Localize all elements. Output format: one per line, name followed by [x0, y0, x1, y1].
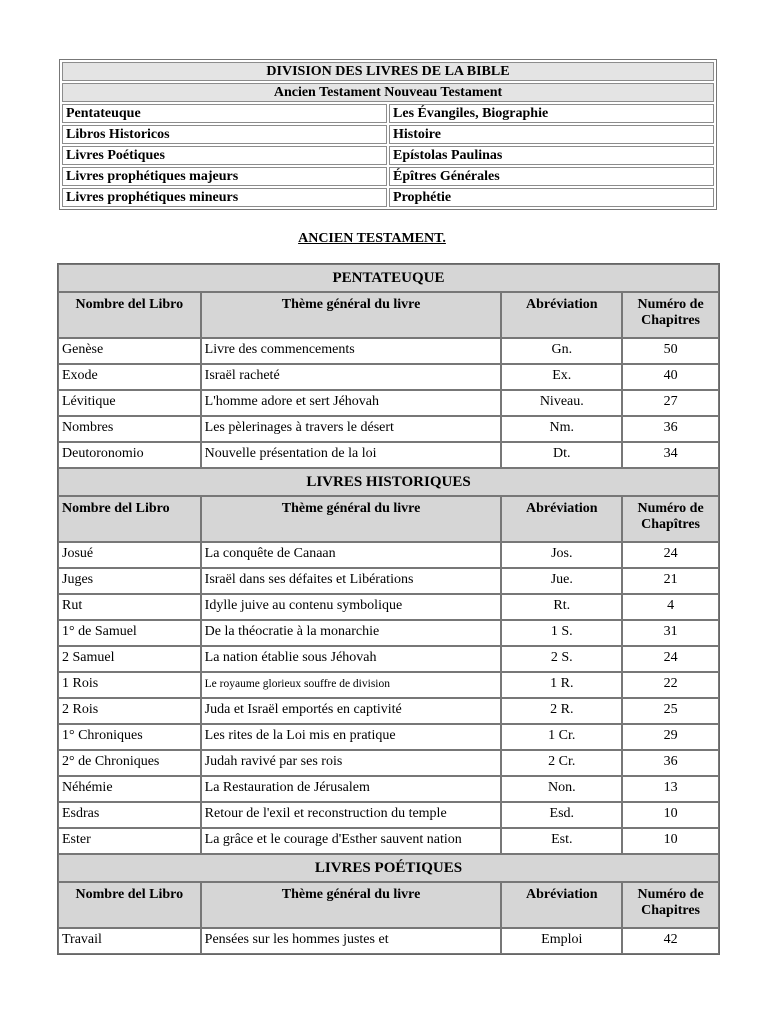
book-theme: Pensées sur les hommes justes et — [201, 928, 502, 954]
division-table — [59, 59, 717, 210]
book-theme: Israël dans ses défaites et Libérations — [201, 568, 502, 594]
table-row — [58, 802, 719, 828]
book-chapters: 10 — [622, 828, 719, 854]
section-title-row — [58, 854, 719, 882]
book-theme: La nation établie sous Jéhovah — [201, 646, 502, 672]
header-chapters: Numéro de Chapîtres — [622, 496, 719, 542]
header-row — [58, 292, 719, 338]
header-abbreviation: Abréviation — [501, 882, 622, 928]
book-name: Néhémie — [58, 776, 201, 802]
table-row — [58, 828, 719, 854]
table-row — [58, 416, 719, 442]
book-theme: Nouvelle présentation de la loi — [201, 442, 502, 468]
section-title-row — [58, 264, 719, 292]
book-abbreviation: 1 Cr. — [501, 724, 622, 750]
book-abbreviation: Gn. — [501, 338, 622, 364]
book-name: Josué — [58, 542, 201, 568]
book-abbreviation: Non. — [501, 776, 622, 802]
book-abbreviation: Est. — [501, 828, 622, 854]
table-row — [58, 442, 719, 468]
book-theme: La Restauration de Jérusalem — [201, 776, 502, 802]
header-theme: Thème général du livre — [201, 882, 502, 928]
book-name: 1° de Samuel — [58, 620, 201, 646]
book-chapters: 10 — [622, 802, 719, 828]
book-abbreviation: Ex. — [501, 364, 622, 390]
book-theme: La grâce et le courage d'Esther sauvent nation — [201, 828, 502, 854]
table-row — [58, 928, 719, 954]
division-row — [62, 104, 714, 123]
division-new-cell: Histoire — [389, 125, 714, 144]
book-chapters: 21 — [622, 568, 719, 594]
section-heading-text: ANCIEN TESTAMENT. — [298, 231, 446, 246]
table-row — [58, 724, 719, 750]
book-theme: Le royaume glorieux souffre de division — [201, 672, 502, 698]
division-row — [62, 167, 714, 186]
header-row — [58, 882, 719, 928]
division-new-cell: Epístolas Paulinas — [389, 146, 714, 165]
book-theme: Israël racheté — [201, 364, 502, 390]
book-chapters: 24 — [622, 646, 719, 672]
section-title-row — [58, 468, 719, 496]
book-abbreviation: Nm. — [501, 416, 622, 442]
book-chapters: 22 — [622, 672, 719, 698]
book-chapters: 27 — [622, 390, 719, 416]
book-abbreviation: 2 R. — [501, 698, 622, 724]
book-name: Ester — [58, 828, 201, 854]
book-theme: Retour de l'exil et reconstruction du temple — [201, 802, 502, 828]
book-name: 2 Samuel — [58, 646, 201, 672]
book-theme: Judah ravivé par ses rois — [201, 750, 502, 776]
book-name: Juges — [58, 568, 201, 594]
book-theme: Les rites de la Loi mis en pratique — [201, 724, 502, 750]
division-row — [62, 188, 714, 207]
book-name: Lévitique — [58, 390, 201, 416]
books-table — [57, 263, 720, 955]
book-abbreviation: Niveau. — [501, 390, 622, 416]
book-name: Rut — [58, 594, 201, 620]
table-row — [58, 542, 719, 568]
book-chapters: 36 — [622, 416, 719, 442]
book-abbreviation: Rt. — [501, 594, 622, 620]
book-chapters: 36 — [622, 750, 719, 776]
division-row — [62, 125, 714, 144]
division-old-cell: Livres Poétiques — [62, 146, 387, 165]
book-name: 1 Rois — [58, 672, 201, 698]
book-name: Travail — [58, 928, 201, 954]
division-subtitle-row — [62, 83, 714, 102]
table-row — [58, 620, 719, 646]
header-book: Nombre del Libro — [58, 496, 201, 542]
header-chapters: Numéro de Chapitres — [622, 292, 719, 338]
book-abbreviation: 1 S. — [501, 620, 622, 646]
table-row — [58, 390, 719, 416]
book-name: 2 Rois — [58, 698, 201, 724]
book-theme: L'homme adore et sert Jéhovah — [201, 390, 502, 416]
division-new-cell: Les Évangiles, Biographie — [389, 104, 714, 123]
table-row — [58, 338, 719, 364]
book-abbreviation: 2 Cr. — [501, 750, 622, 776]
division-title: DIVISION DES LIVRES DE LA BIBLE — [62, 62, 714, 81]
book-chapters: 25 — [622, 698, 719, 724]
division-subtitle: Ancien Testament Nouveau Testament — [62, 83, 714, 102]
division-old-cell: Libros Historicos — [62, 125, 387, 144]
book-theme: De la théocratie à la monarchie — [201, 620, 502, 646]
book-theme: La conquête de Canaan — [201, 542, 502, 568]
table-row — [58, 776, 719, 802]
book-theme: Idylle juive au contenu symbolique — [201, 594, 502, 620]
division-new-cell: Épîtres Générales — [389, 167, 714, 186]
book-abbreviation: Dt. — [501, 442, 622, 468]
header-theme: Thème général du livre — [201, 496, 502, 542]
book-name: Nombres — [58, 416, 201, 442]
table-row — [58, 750, 719, 776]
table-row — [58, 672, 719, 698]
book-name: Exode — [58, 364, 201, 390]
book-chapters: 40 — [622, 364, 719, 390]
division-old-cell: Livres prophétiques mineurs — [62, 188, 387, 207]
book-abbreviation: 2 S. — [501, 646, 622, 672]
book-abbreviation: Emploi — [501, 928, 622, 954]
section-title: LIVRES POÉTIQUES — [58, 854, 719, 882]
division-new-cell: Prophétie — [389, 188, 714, 207]
book-chapters: 34 — [622, 442, 719, 468]
header-theme: Thème général du livre — [201, 292, 502, 338]
header-abbreviation: Abréviation — [501, 496, 622, 542]
book-abbreviation: Jue. — [501, 568, 622, 594]
book-name: 2° de Chroniques — [58, 750, 201, 776]
book-name: Genèse — [58, 338, 201, 364]
table-row — [58, 646, 719, 672]
book-chapters: 13 — [622, 776, 719, 802]
table-row — [58, 364, 719, 390]
section-heading — [0, 231, 768, 247]
division-row — [62, 146, 714, 165]
book-theme: Livre des commencements — [201, 338, 502, 364]
book-chapters: 31 — [622, 620, 719, 646]
book-chapters: 50 — [622, 338, 719, 364]
section-title: LIVRES HISTORIQUES — [58, 468, 719, 496]
book-chapters: 4 — [622, 594, 719, 620]
header-row — [58, 496, 719, 542]
section-title: PENTATEUQUE — [58, 264, 719, 292]
header-chapters: Numéro de Chapitres — [622, 882, 719, 928]
book-name: 1° Chroniques — [58, 724, 201, 750]
book-theme: Juda et Israël emportés en captivité — [201, 698, 502, 724]
table-row — [58, 698, 719, 724]
division-old-cell: Pentateuque — [62, 104, 387, 123]
header-book: Nombre del Libro — [58, 882, 201, 928]
book-chapters: 42 — [622, 928, 719, 954]
book-chapters: 24 — [622, 542, 719, 568]
book-theme: Les pèlerinages à travers le désert — [201, 416, 502, 442]
book-chapters: 29 — [622, 724, 719, 750]
division-title-row — [62, 62, 714, 81]
book-name: Deutoronomio — [58, 442, 201, 468]
book-abbreviation: 1 R. — [501, 672, 622, 698]
book-abbreviation: Esd. — [501, 802, 622, 828]
table-row — [58, 568, 719, 594]
header-book: Nombre del Libro — [58, 292, 201, 338]
header-abbreviation: Abréviation — [501, 292, 622, 338]
book-abbreviation: Jos. — [501, 542, 622, 568]
book-name: Esdras — [58, 802, 201, 828]
table-row — [58, 594, 719, 620]
division-old-cell: Livres prophétiques majeurs — [62, 167, 387, 186]
